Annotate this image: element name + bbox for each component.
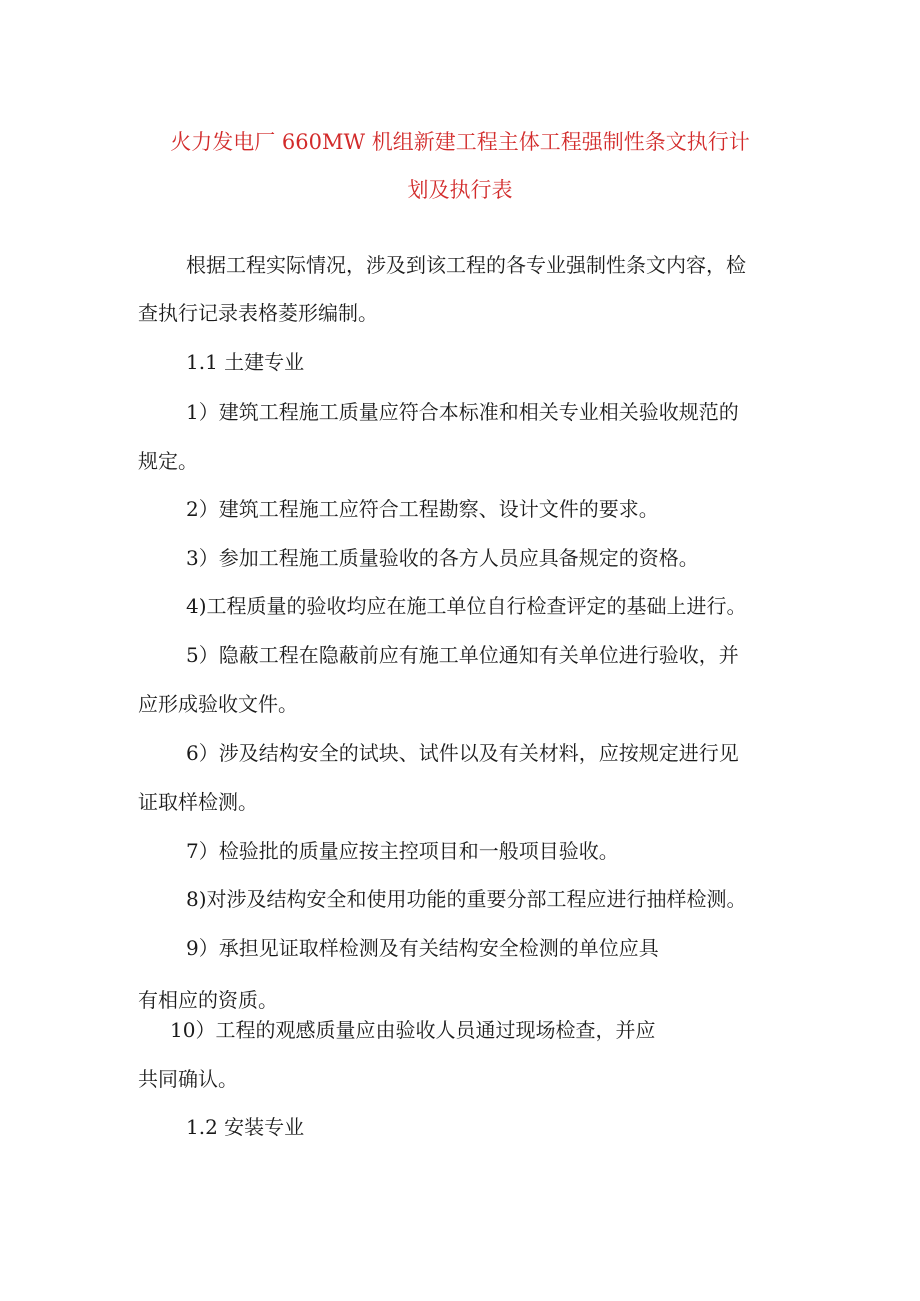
list-item-2: 2）建筑工程施工应符合工程勘察、设计文件的要求。 — [186, 497, 659, 521]
list-item-1-cont: 规定。 — [138, 449, 198, 473]
list-item-8: 8)对涉及结构安全和使用功能的重要分部工程应进行抽样检测。 — [186, 887, 747, 911]
list-item-10-cont: 共同确认。 — [138, 1067, 238, 1091]
list-item-7: 7）检验批的质量应按主控项目和一般项目验收。 — [186, 839, 619, 863]
list-item-9: 9）承担见证取样检测及有关结构安全检测的单位应具 — [186, 936, 659, 960]
list-item-10: 10）工程的观感质量应由验收人员通过现场检查，并应 — [170, 1018, 656, 1042]
list-item-6-cont: 证取样检测。 — [138, 790, 258, 814]
list-item-6: 6）涉及结构安全的试块、试件以及有关材料，应按规定进行见 — [186, 741, 739, 765]
intro-line-1: 根据工程实际情况，涉及到该工程的各专业强制性条文内容，检 — [186, 253, 746, 277]
list-item-9-cont: 有相应的资质。 — [138, 988, 278, 1012]
doc-title-line-2: 划及执行表 — [407, 178, 513, 202]
list-item-4: 4)工程质量的验收均应在施工单位自行检查评定的基础上进行。 — [186, 594, 747, 618]
list-item-3: 3）参加工程施工质量验收的各方人员应具备规定的资格。 — [186, 546, 699, 570]
list-item-1: 1）建筑工程施工质量应符合本标准和相关专业相关验收规范的 — [186, 400, 739, 424]
section-heading-civil: 1.1 土建专业 — [186, 350, 305, 374]
intro-line-2: 查执行记录表格菱形编制。 — [138, 301, 378, 325]
doc-title-line-1: 火力发电厂 660MW 机组新建工程主体工程强制性条文执行计 — [170, 130, 750, 154]
list-item-5-cont: 应形成验收文件。 — [138, 692, 298, 716]
list-item-5: 5）隐蔽工程在隐蔽前应有施工单位通知有关单位进行验收，并 — [186, 643, 739, 667]
section-heading-installation: 1.2 安装专业 — [186, 1115, 305, 1139]
